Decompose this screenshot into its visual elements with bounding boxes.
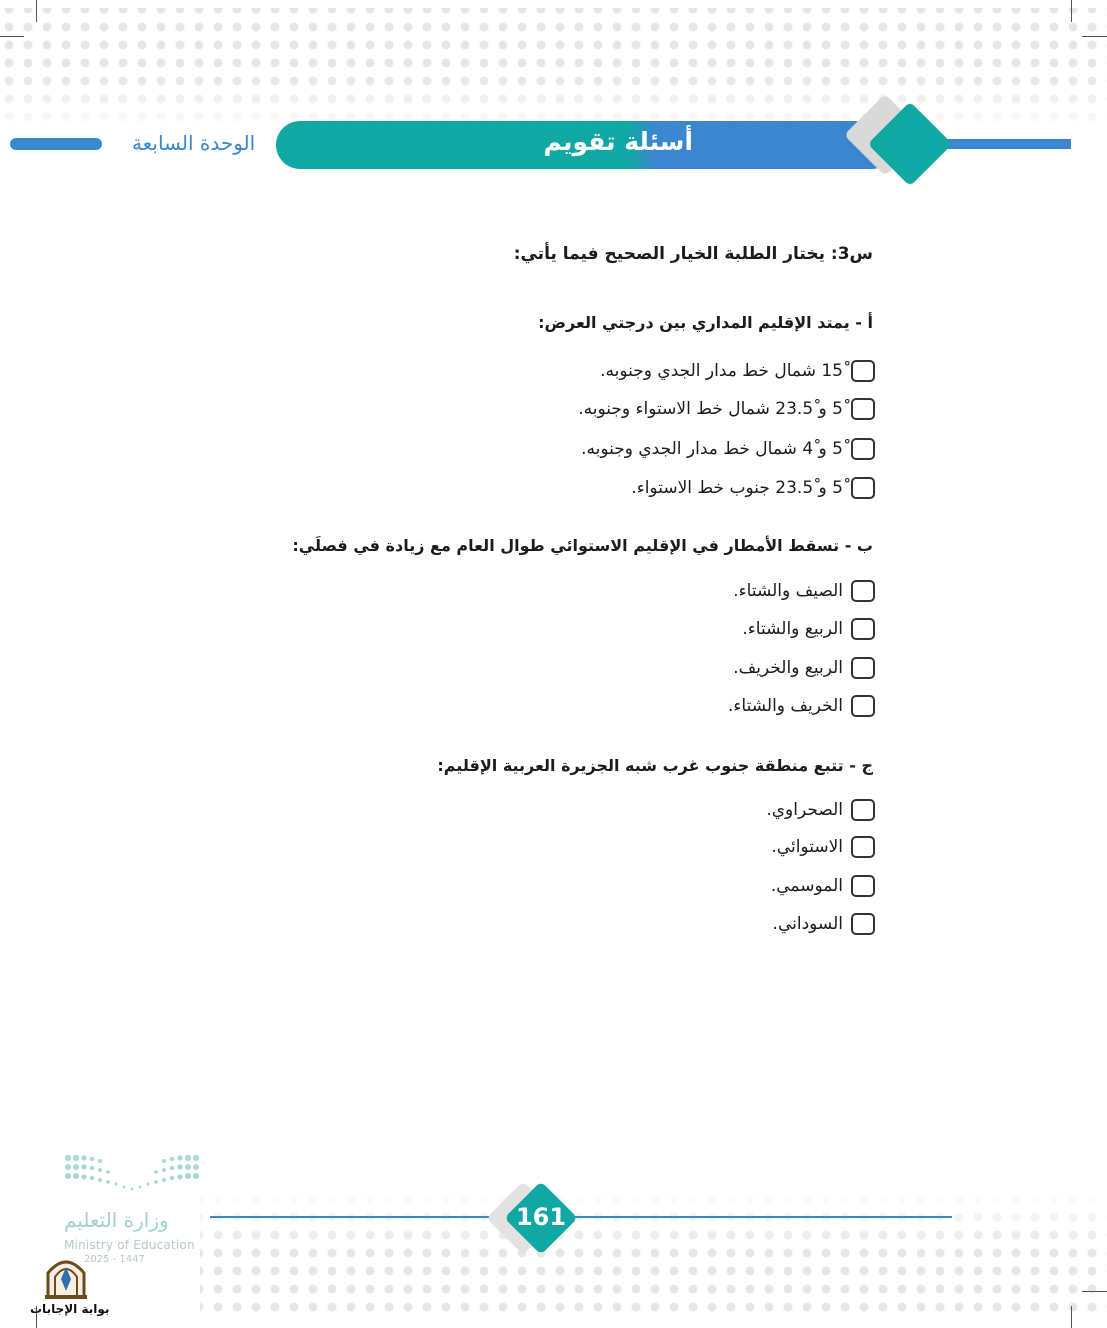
page-number: 161 xyxy=(515,1203,567,1231)
checkbox[interactable] xyxy=(851,836,875,858)
question-part-c-stem: ج - تتبع منطقة جنوب غرب شبه الجزيرة العربية الإقليم: xyxy=(437,756,873,775)
option-b-4[interactable]: الخريف والشتاء. xyxy=(728,695,875,717)
option-b-1[interactable]: الصيف والشتاء. xyxy=(733,580,875,602)
ministry-name-ar: وزارة التعليم xyxy=(64,1208,169,1232)
checkbox[interactable] xyxy=(851,580,875,602)
crop-mark xyxy=(1071,0,1072,22)
checkbox[interactable] xyxy=(851,438,875,460)
crop-mark xyxy=(36,0,37,22)
option-a-4[interactable]: 5ْ و 23.5ْ جنوب خط الاستواء. xyxy=(631,477,875,499)
checkbox[interactable] xyxy=(851,799,875,821)
checkbox[interactable] xyxy=(851,360,875,382)
edition-year: 2025 - 1447 xyxy=(84,1254,145,1265)
option-a-3[interactable]: 5ْ و 4ْ شمال خط مدار الجدي وجنوبه. xyxy=(581,438,875,460)
ministry-logo-icon xyxy=(64,1153,200,1197)
top-dot-pattern xyxy=(0,0,1107,135)
option-c-2[interactable]: الاستوائي. xyxy=(771,836,875,858)
checkbox[interactable] xyxy=(851,875,875,897)
crop-mark xyxy=(1082,36,1107,37)
checkbox[interactable] xyxy=(851,913,875,935)
question-prompt: س3: يختار الطلبة الخيار الصحيح فيما يأتي: xyxy=(513,244,873,264)
option-b-3[interactable]: الربيع والخريف. xyxy=(733,657,875,679)
checkbox[interactable] xyxy=(851,398,875,420)
option-b-2[interactable]: الربيع والشتاء. xyxy=(742,618,875,640)
option-a-2[interactable]: 5ْ و 23.5ْ شمال خط الاستواء وجنوبه. xyxy=(578,398,875,420)
crop-mark xyxy=(1071,1306,1072,1328)
unit-bar xyxy=(10,138,102,150)
option-c-1[interactable]: الصحراوي. xyxy=(766,799,875,821)
option-a-1[interactable]: 15ْ شمال خط مدار الجدي وجنوبه. xyxy=(600,360,875,382)
section-title: أسئلة تقويم xyxy=(543,127,693,156)
checkbox[interactable] xyxy=(851,477,875,499)
option-c-4[interactable]: السوداني. xyxy=(773,913,875,935)
site-logo-icon xyxy=(40,1255,92,1299)
unit-label: الوحدة السابعة xyxy=(132,131,256,155)
question-part-b-stem: ب - تسقط الأمطار في الإقليم الاستوائي طوال العام مع زيادة في فصلَي: xyxy=(292,536,873,555)
question-part-a-stem: أ - يمتد الإقليم المداري بين درجتي العرض: xyxy=(538,313,873,332)
checkbox[interactable] xyxy=(851,695,875,717)
site-label: بوابة الإجابات xyxy=(30,1302,110,1316)
crop-mark xyxy=(1082,1291,1107,1292)
checkbox[interactable] xyxy=(851,618,875,640)
header-right-line xyxy=(940,139,1071,149)
ministry-name-en: Ministry of Education xyxy=(64,1238,195,1252)
checkbox[interactable] xyxy=(851,657,875,679)
option-c-3[interactable]: الموسمي. xyxy=(771,875,875,897)
crop-mark xyxy=(0,36,24,37)
